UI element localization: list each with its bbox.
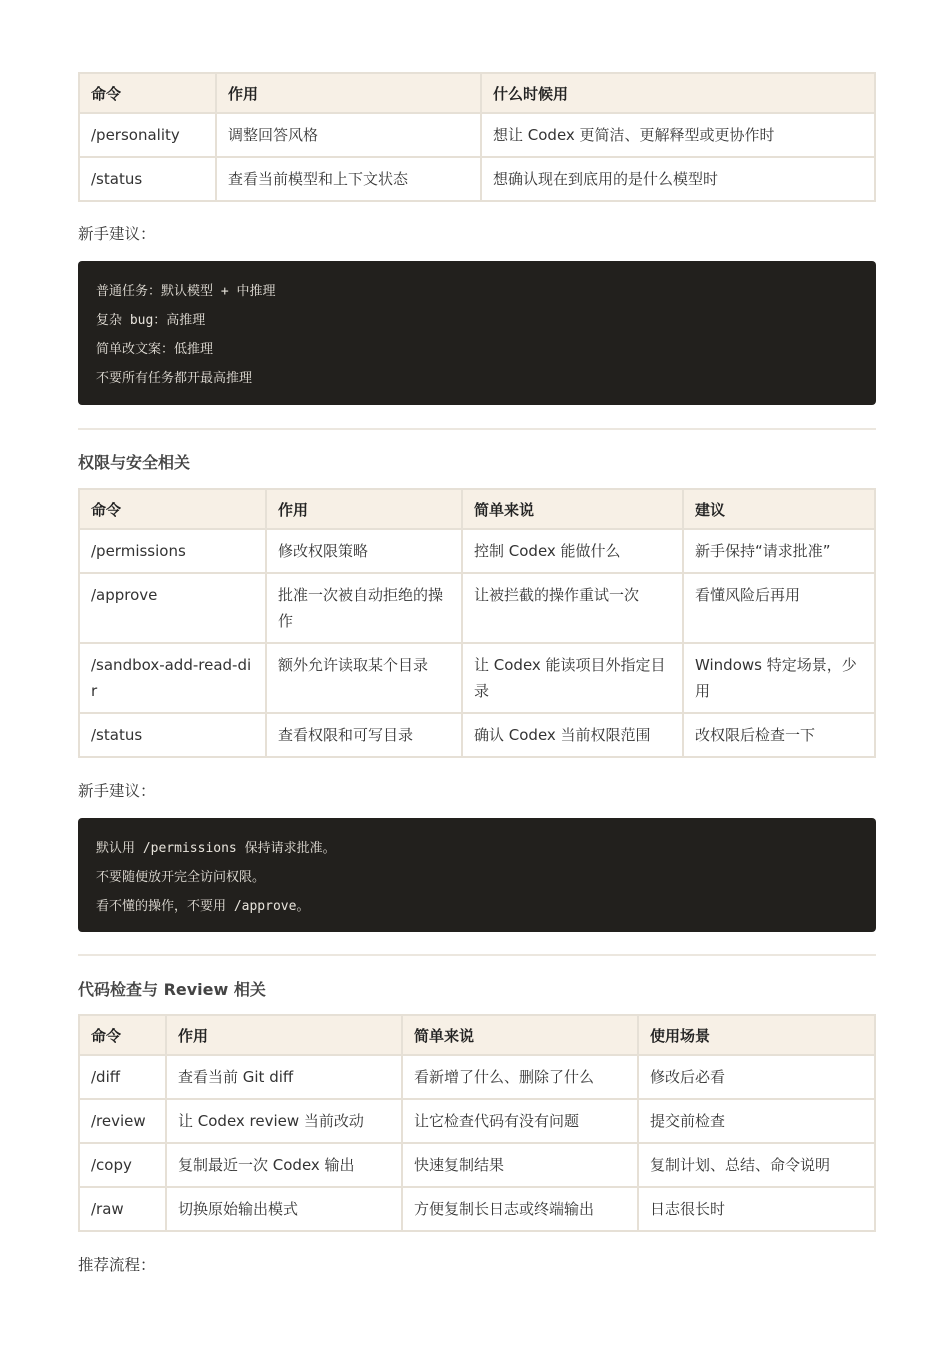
table-row: [79, 157, 875, 201]
table-cell: 查看权限和可写目录: [266, 713, 462, 757]
table-cell: 方便复制长日志或终端输出: [402, 1187, 638, 1231]
section-divider: [78, 954, 876, 956]
table-row: [79, 529, 875, 573]
code-line: 普通任务：默认模型 + 中推理: [96, 284, 276, 299]
tip-label: 新手建议：: [78, 782, 156, 800]
table-header: 命令: [79, 73, 216, 113]
table-cell: /approve: [79, 573, 266, 643]
table-cell: /diff: [79, 1055, 166, 1099]
table-header: 使用场景: [638, 1015, 875, 1055]
table-cell: 看懂风险后再用: [683, 573, 875, 643]
code-line: 简单改文案：低推理: [96, 342, 214, 357]
table-cell: 调整回答风格: [216, 113, 481, 157]
table-row: [79, 643, 875, 713]
permissions-table: [78, 488, 876, 758]
table-cell: 想让 Codex 更简洁、更解释型或更协作时: [481, 113, 875, 157]
code-block-reasoning[interactable]: [78, 261, 876, 405]
table-row: [79, 713, 875, 757]
section-title-review: 代码检查与 Review 相关: [78, 980, 266, 999]
table-header: 命令: [79, 1015, 166, 1055]
table-cell: /permissions: [79, 529, 266, 573]
table-cell: 让它检查代码有没有问题: [402, 1099, 638, 1143]
table-row: [79, 573, 875, 643]
table-cell: /personality: [79, 113, 216, 157]
table-cell: 切换原始输出模式: [166, 1187, 402, 1231]
table-cell: 查看当前模型和上下文状态: [216, 157, 481, 201]
table-row: [79, 1055, 875, 1099]
table-header-row: [79, 1015, 875, 1055]
table-cell: Windows 特定场景，少用: [683, 643, 875, 713]
table-row: [79, 1099, 875, 1143]
code-line: 不要随便放开完全访问权限。: [96, 870, 266, 885]
table-cell: 让 Codex 能读项目外指定目录: [462, 643, 683, 713]
table-cell: 改权限后检查一下: [683, 713, 875, 757]
table-cell: 复制最近一次 Codex 输出: [166, 1143, 402, 1187]
table-cell: 额外允许读取某个目录: [266, 643, 462, 713]
table-cell: /sandbox-add-read-dir: [79, 643, 266, 713]
model-commands-table: [78, 72, 876, 202]
review-table: [78, 1014, 876, 1232]
table-header: 作用: [216, 73, 481, 113]
table-cell: 查看当前 Git diff: [166, 1055, 402, 1099]
table-header-row: [79, 489, 875, 529]
table-header: 简单来说: [462, 489, 683, 529]
table-cell: 让 Codex review 当前改动: [166, 1099, 402, 1143]
table-row: [79, 113, 875, 157]
code-line: 看不懂的操作，不要用 /approve。: [96, 899, 310, 914]
table-cell: 批准一次被自动拒绝的操作: [266, 573, 462, 643]
table-cell: 日志很长时: [638, 1187, 875, 1231]
table-header: 什么时候用: [481, 73, 875, 113]
table-header: 简单来说: [402, 1015, 638, 1055]
table-cell: 确认 Codex 当前权限范围: [462, 713, 683, 757]
table-cell: /review: [79, 1099, 166, 1143]
table-header: 作用: [166, 1015, 402, 1055]
code-line: 复杂 bug：高推理: [96, 313, 206, 328]
section-title-permissions: 权限与安全相关: [78, 453, 191, 472]
document-page: [78, 72, 876, 1278]
table-cell: 快速复制结果: [402, 1143, 638, 1187]
table-cell: 复制计划、总结、命令说明: [638, 1143, 875, 1187]
table-cell: /raw: [79, 1187, 166, 1231]
table-cell: /copy: [79, 1143, 166, 1187]
table-cell: 新手保持“请求批准”: [683, 529, 875, 573]
code-block-permissions[interactable]: [78, 818, 876, 932]
table-cell: 修改后必看: [638, 1055, 875, 1099]
table-cell: 提交前检查: [638, 1099, 875, 1143]
table-row: [79, 1187, 875, 1231]
tip-label: 新手建议：: [78, 225, 156, 243]
table-cell: /status: [79, 157, 216, 201]
table-header: 作用: [266, 489, 462, 529]
table-cell: 修改权限策略: [266, 529, 462, 573]
table-cell: 想确认现在到底用的是什么模型时: [481, 157, 875, 201]
code-line: 默认用 /permissions 保持请求批准。: [96, 841, 336, 856]
table-row: [79, 1143, 875, 1187]
table-cell: 控制 Codex 能做什么: [462, 529, 683, 573]
code-line: 不要所有任务都开最高推理: [96, 371, 253, 386]
table-header: 建议: [683, 489, 875, 529]
table-cell: 看新增了什么、删除了什么: [402, 1055, 638, 1099]
section-divider: [78, 428, 876, 430]
table-cell: /status: [79, 713, 266, 757]
table-header-row: [79, 73, 875, 113]
table-header: 命令: [79, 489, 266, 529]
tip-label: 推荐流程：: [78, 1256, 156, 1274]
table-cell: 让被拦截的操作重试一次: [462, 573, 683, 643]
